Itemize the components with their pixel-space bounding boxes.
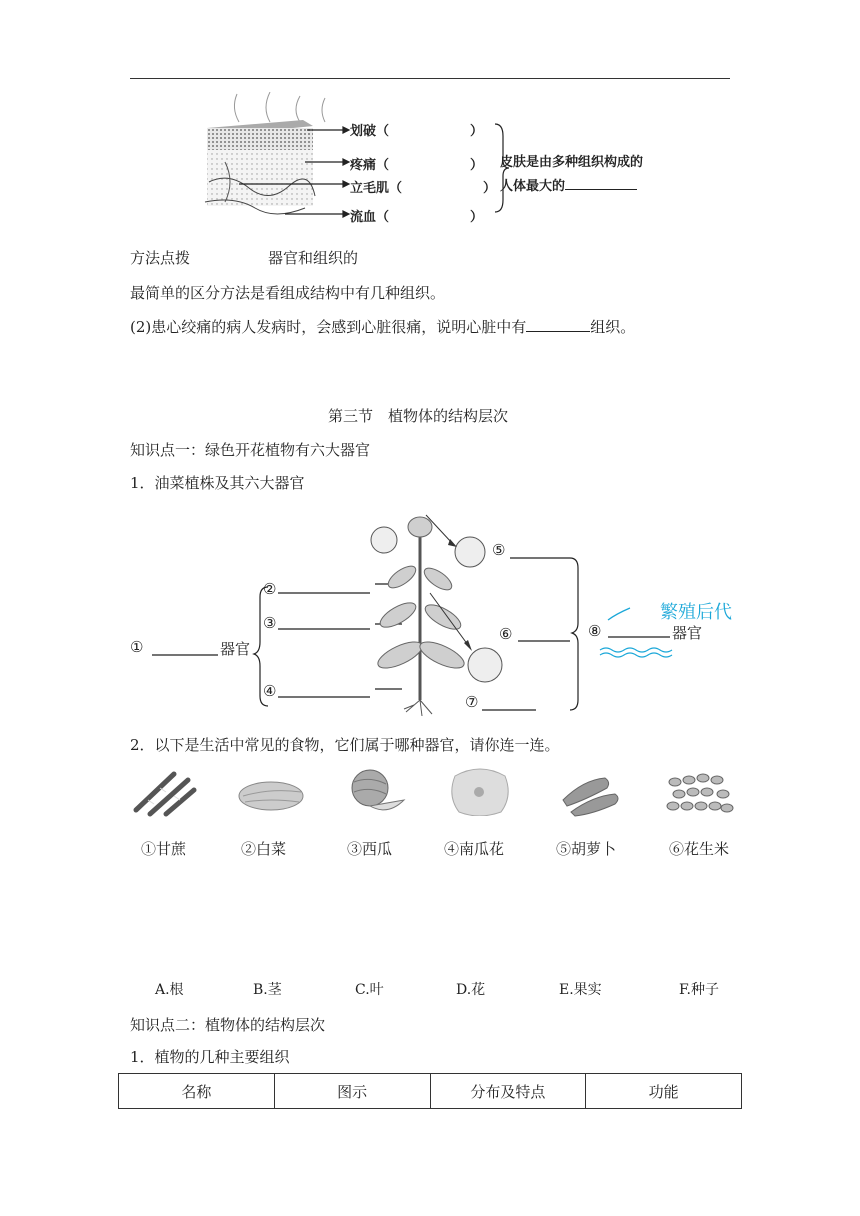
food-label-1: ①甘蔗 <box>141 840 187 858</box>
organ-num-5: ⑤ <box>492 541 506 559</box>
watermelon-image <box>340 766 410 816</box>
peanut-image <box>665 768 735 818</box>
skin-label-3: 立毛肌（ <box>350 181 403 196</box>
organ-right-word: 器官 <box>672 624 703 642</box>
table-header-row <box>119 1074 742 1109</box>
method-title: 方法点拨 <box>130 249 191 267</box>
tissue-table <box>118 1073 742 1109</box>
table-header-function: 功能 <box>586 1074 742 1109</box>
handwritten-note: 繁殖后代 <box>660 602 732 623</box>
knowledge-point-1: 知识点一：绿色开花植物有六大器官 <box>130 441 371 459</box>
table-header-distribution: 分布及特点 <box>430 1074 586 1109</box>
kp2-item-1: 1．植物的几种主要组织 <box>130 1048 290 1066</box>
organ-num-6: ⑥ <box>499 625 513 643</box>
skin-paren-1: ） <box>470 124 484 139</box>
food-label-6: ⑥花生米 <box>669 840 730 858</box>
food-label-2: ②白菜 <box>241 840 287 858</box>
skin-label-2: 疼痛（ <box>350 158 390 173</box>
skin-summary-1: 皮肤是由多种组织构成的 <box>500 155 644 170</box>
organ-option-d: D.花 <box>456 982 486 998</box>
skin-summary-2: 人体最大的 <box>500 175 637 194</box>
method-text-2: 最简单的区分方法是看组成结构中有几种组织。 <box>130 284 446 302</box>
pumpkin-flower-image <box>445 766 515 816</box>
food-label-4: ④南瓜花 <box>444 840 505 858</box>
table-header-name: 名称 <box>119 1074 275 1109</box>
organ-num-4: ④ <box>263 682 277 700</box>
organ-num-8: ⑧ <box>588 622 602 640</box>
section-title: 第三节 植物体的结构层次 <box>328 407 509 425</box>
organ-option-c: C.叶 <box>355 982 384 998</box>
organ-num-7: ⑦ <box>465 693 479 711</box>
food-label-3: ③西瓜 <box>347 840 393 858</box>
skin-label-4: 流血（ <box>350 210 390 225</box>
organ-left-word: 器官 <box>220 640 251 658</box>
question-foods: 2．以下是生活中常见的食物，它们属于哪种器官，请你连一连。 <box>130 736 560 754</box>
item-1: 1．油菜植株及其六大器官 <box>130 474 305 492</box>
table-header-diagram: 图示 <box>274 1074 430 1109</box>
organ-option-f: F.种子 <box>679 982 719 998</box>
rapeseed-plant-diagram <box>130 505 750 720</box>
header-rule <box>130 78 730 79</box>
skin-paren-4: ） <box>470 210 484 225</box>
organ-option-e: E.果实 <box>559 982 602 998</box>
skin-paren-3: ） <box>483 181 497 196</box>
skin-label-1: 划破（ <box>350 124 390 139</box>
organ-num-3: ③ <box>263 614 277 632</box>
organ-option-a: A.根 <box>155 982 184 998</box>
carrot-image <box>555 770 625 820</box>
method-text-1: 器官和组织的 <box>268 249 359 267</box>
knowledge-point-2: 知识点二：植物体的结构层次 <box>130 1016 326 1034</box>
cabbage-image <box>235 768 305 818</box>
organ-option-b: B.茎 <box>253 982 282 998</box>
sugarcane-image <box>130 768 200 818</box>
food-label-5: ⑤胡萝卜 <box>556 840 617 858</box>
organ-num-2: ② <box>263 580 277 598</box>
organ-num-1: ① <box>130 638 144 656</box>
question-2: (2)患心绞痛的病人发病时，会感到心脏很痛，说明心脏中有 组织。 <box>130 318 636 336</box>
skin-paren-2: ） <box>470 158 484 173</box>
